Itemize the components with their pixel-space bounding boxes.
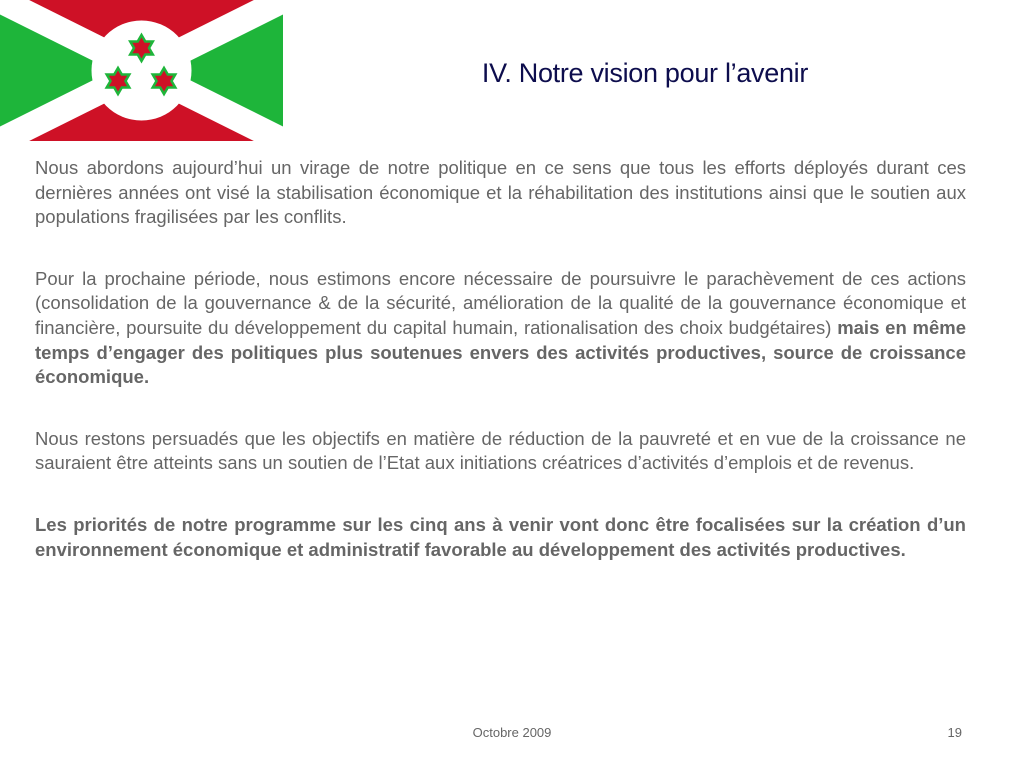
paragraph-4 <box>35 513 966 562</box>
paragraph-1-text: Nous abordons aujourd’hui un virage de notre politique en ce sens que tous les efforts déployés durant ces dernières années ont visé la stabilisation économique et la réhabilitation des institutions ainsi que le soutien aux populations fragilisées par les conflits. <box>35 157 966 228</box>
page-number: 19 <box>947 725 962 740</box>
slide-title: IV. Notre vision pour l’avenir <box>481 58 809 88</box>
slide-body <box>35 156 966 599</box>
paragraph-2 <box>35 267 966 390</box>
paragraph-3 <box>35 427 966 476</box>
paragraph-4-bold-text: Les priorités de notre programme sur les cinq ans à venir vont donc être focalisées sur la création d’un environnement économique et administratif favorable au développement des activités productives. <box>35 513 966 560</box>
footer-date: Octobre 2009 <box>472 725 552 740</box>
paragraph-2-text: Pour la prochaine période, nous estimons encore nécessaire de poursuivre le parachèvement de ces actions (consolidation de la gouvernance & de la sécurité, amélioration de la qualité de la gouvernance économique et financière, poursuite du développement du capital humain, rationalisation des choix budgétaires) <box>35 267 966 338</box>
paragraph-1 <box>35 156 966 230</box>
paragraph-2-bold-text: mais en même temps d’engager des politiques plus soutenues envers des activités productives, source de croissance économique. <box>35 316 967 388</box>
paragraph-3-text: Nous restons persuadés que les objectifs en matière de réduction de la pauvreté et en vue de la croissance ne sauraient être atteints sans un soutien de l’Etat aux initiations créatrices d’activités d’emplois et de revenus. <box>35 427 966 474</box>
burundi-flag <box>0 0 283 141</box>
